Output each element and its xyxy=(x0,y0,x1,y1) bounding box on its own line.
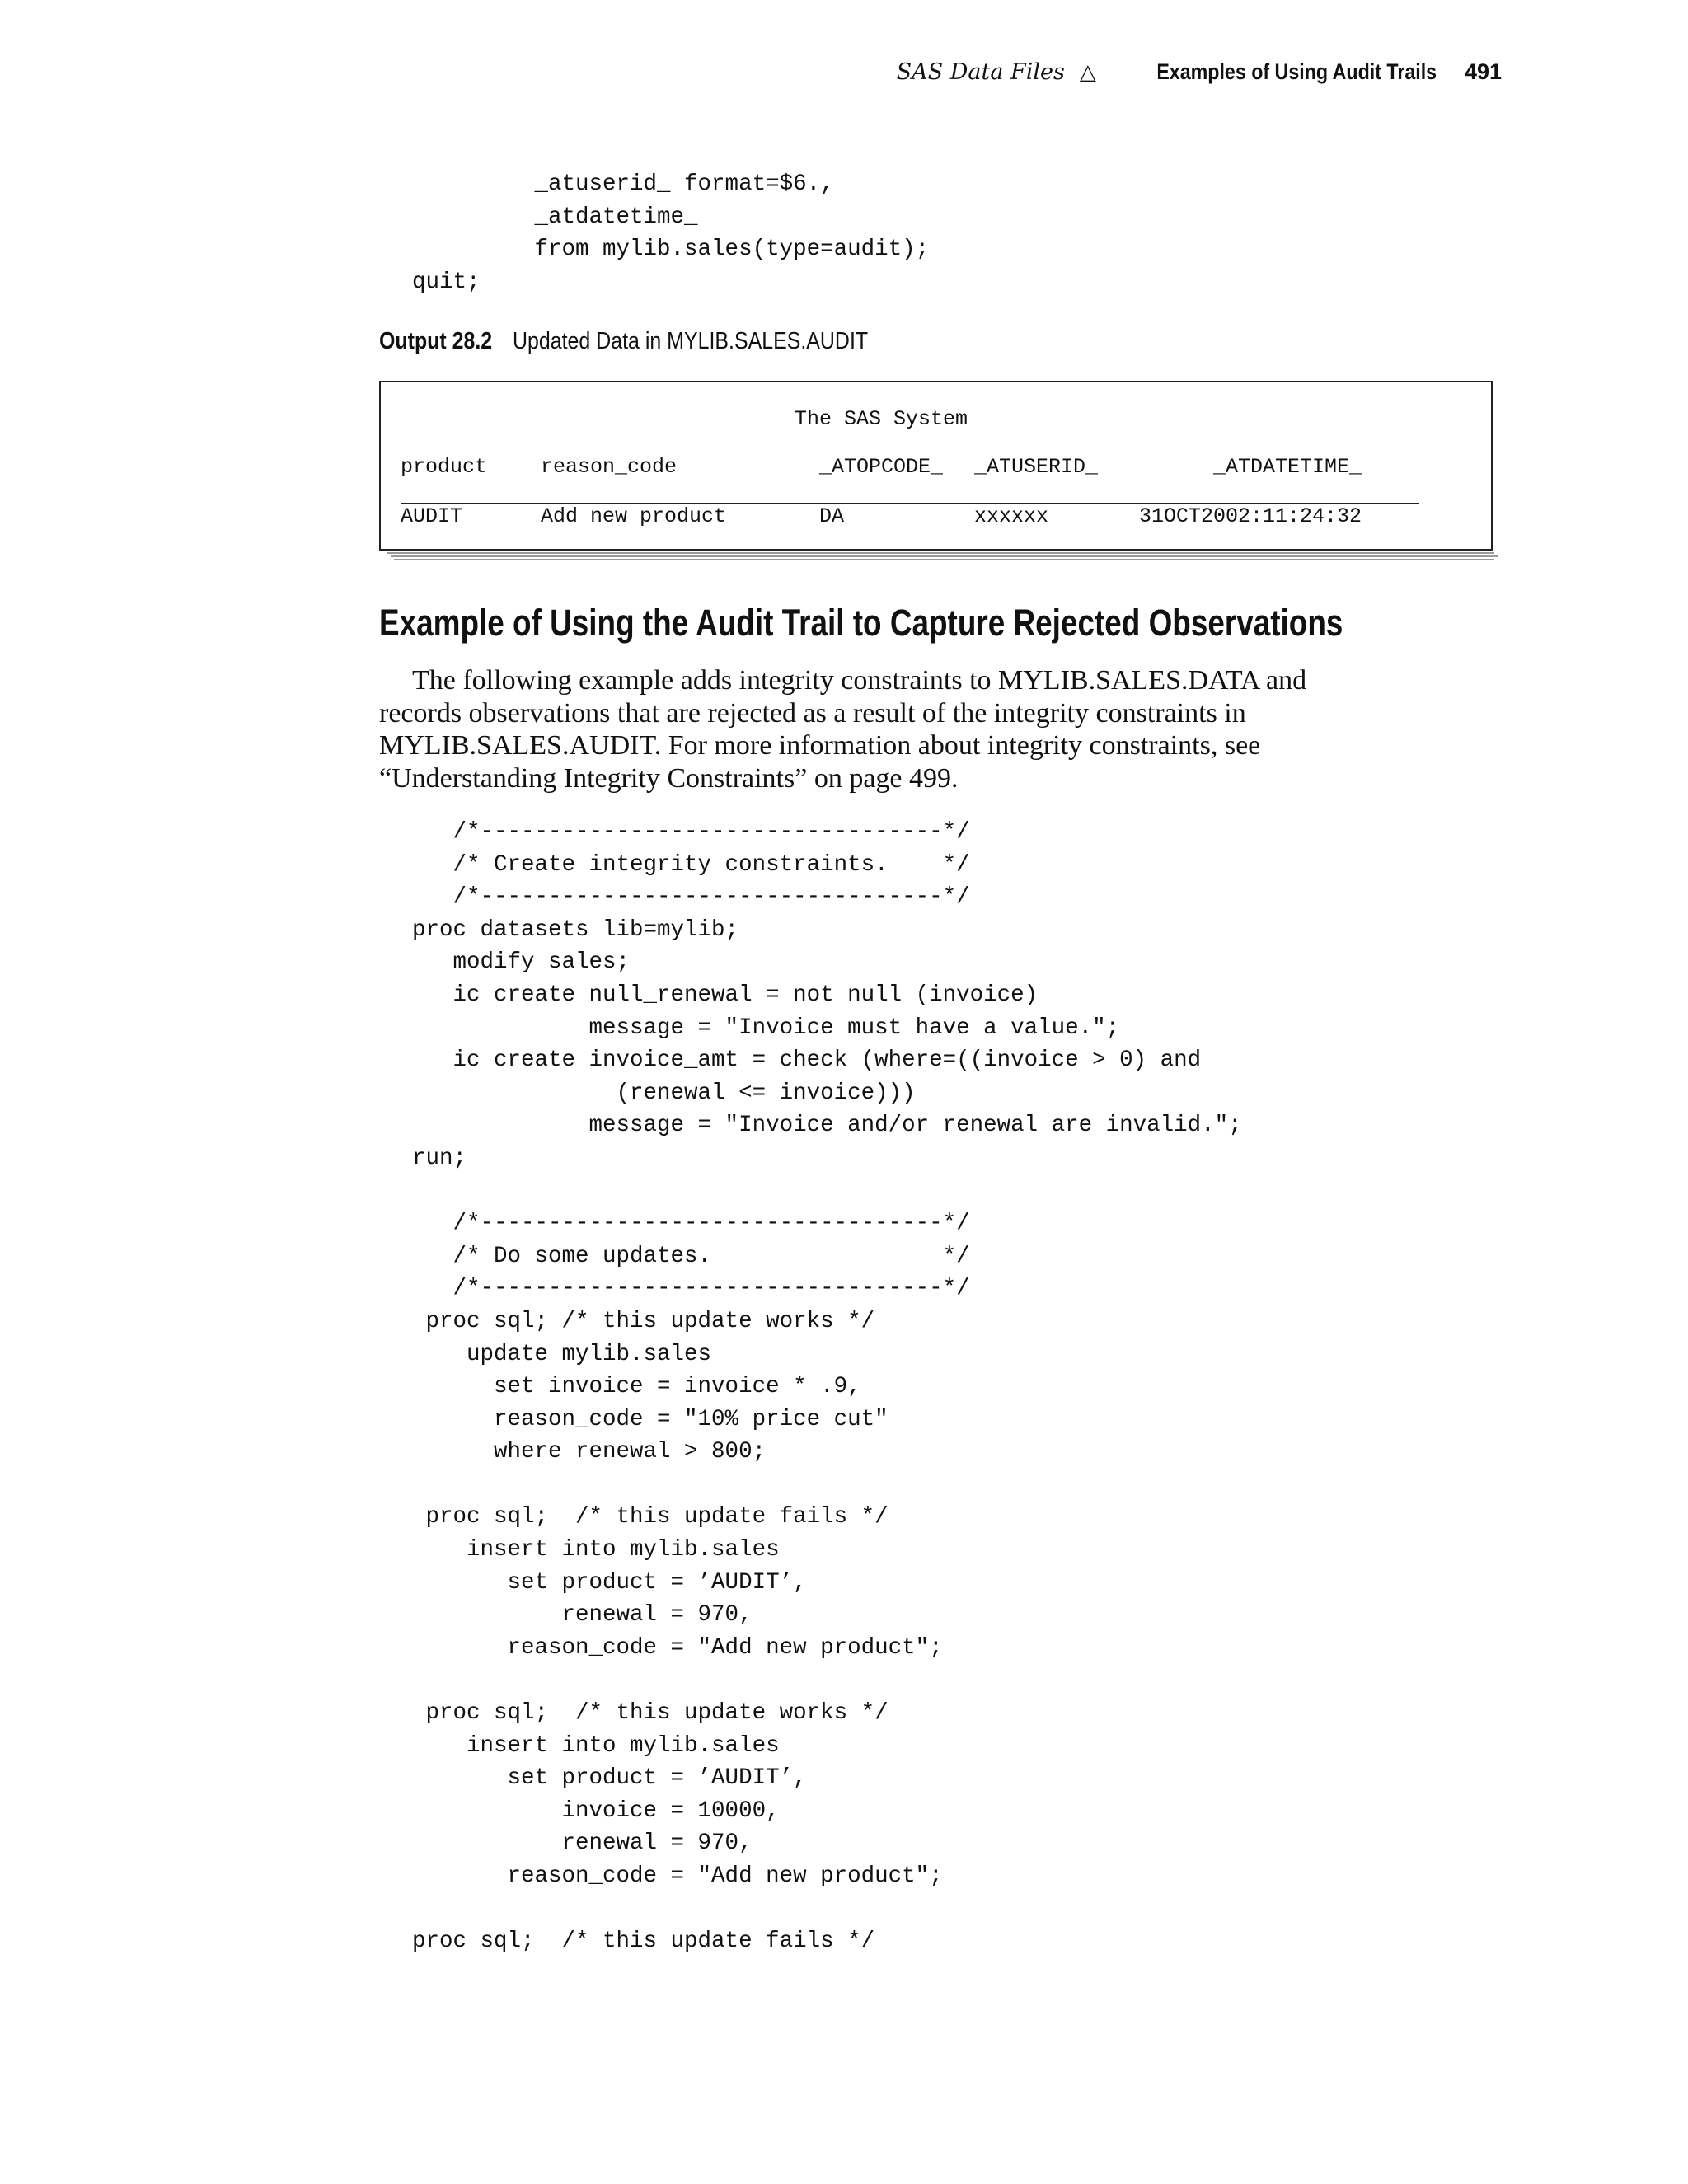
paragraph-line: records observations that are rejected as a result of the integrity constraints in xyxy=(379,697,1246,729)
output-column-header: _ATDATETIME_ xyxy=(1213,455,1362,479)
output-column-header: reason_code xyxy=(541,455,678,479)
output-caption-text: Updated Data in MYLIB.SALES.AUDIT xyxy=(512,328,868,354)
output-column-header: product xyxy=(401,455,488,479)
output-caption-number: Output 28.2 xyxy=(379,328,493,354)
output-cell: xxxxxx xyxy=(974,504,1049,528)
section-heading: Example of Using the Audit Trail to Capture Rejected Observations xyxy=(379,602,1343,644)
output-column-header: _ATOPCODE_ xyxy=(819,455,944,479)
header-chapter-title: Examples of Using Audit Trails xyxy=(1156,59,1437,84)
output-box-shadow xyxy=(394,559,1494,560)
output-cell: DA xyxy=(819,504,845,528)
output-box-shadow xyxy=(391,555,1498,557)
header-section-title: SAS Data Files xyxy=(896,59,1065,85)
output-system-title: The SAS System xyxy=(795,407,968,431)
output-column-header: _ATUSERID_ xyxy=(974,455,1099,479)
code-block-main: /*----------------------------------*/ /* Create integrity constraints. */ /*----------------------------------*/ proc datasets lib=mylib; modify sales; ic create null_renewal = not null (invoice) message = "Invoice must have a value."; ic create invoice_amt = check (where=((invoice > 0) and (renewal <= invoice))) message = "Invoice and/or renewal are invalid."; run; /*----------------------------------*/ /* Do some updates. */ /*----------------------------------*/ proc sql; /* this update works */ update mylib.sales set invoice = invoice * .9, reason_code = "10% price cut" where renewal > 800; proc sql; /* this update fails */ insert into mylib.sales set product = ’AUDIT’, renewal = 970, reason_code = "Add new product"; proc sql; /* this update works */ insert into mylib.sales set product = ’AUDIT’, invoice = 10000, renewal = 970, reason_code = "Add new product"; proc sql; /* this update fails */ xyxy=(412,819,1242,1955)
output-cell: AUDIT xyxy=(401,504,463,528)
page-number: 491 xyxy=(1464,59,1502,84)
triangle-icon: △ xyxy=(1079,60,1096,85)
paragraph-line: MYLIB.SALES.AUDIT. For more information about integrity constraints, see xyxy=(379,730,1261,761)
output-box-shadow xyxy=(387,552,1494,554)
running-header xyxy=(897,59,1502,85)
body-paragraph xyxy=(379,664,1451,794)
code-block-top: _atuserid_ format=$6., _atdatetime_ from mylib.sales(type=audit); quit; xyxy=(412,171,930,295)
paragraph-line: The following example adds integrity constraints to MYLIB.SALES.DATA and xyxy=(412,665,1307,696)
sas-output-box xyxy=(379,381,1493,551)
output-cell: 31OCT2002:11:24:32 xyxy=(1139,504,1362,528)
paragraph-line: “Understanding Integrity Constraints” on page 499. xyxy=(379,762,959,794)
output-caption xyxy=(379,328,926,355)
output-cell: Add new product xyxy=(541,504,727,528)
